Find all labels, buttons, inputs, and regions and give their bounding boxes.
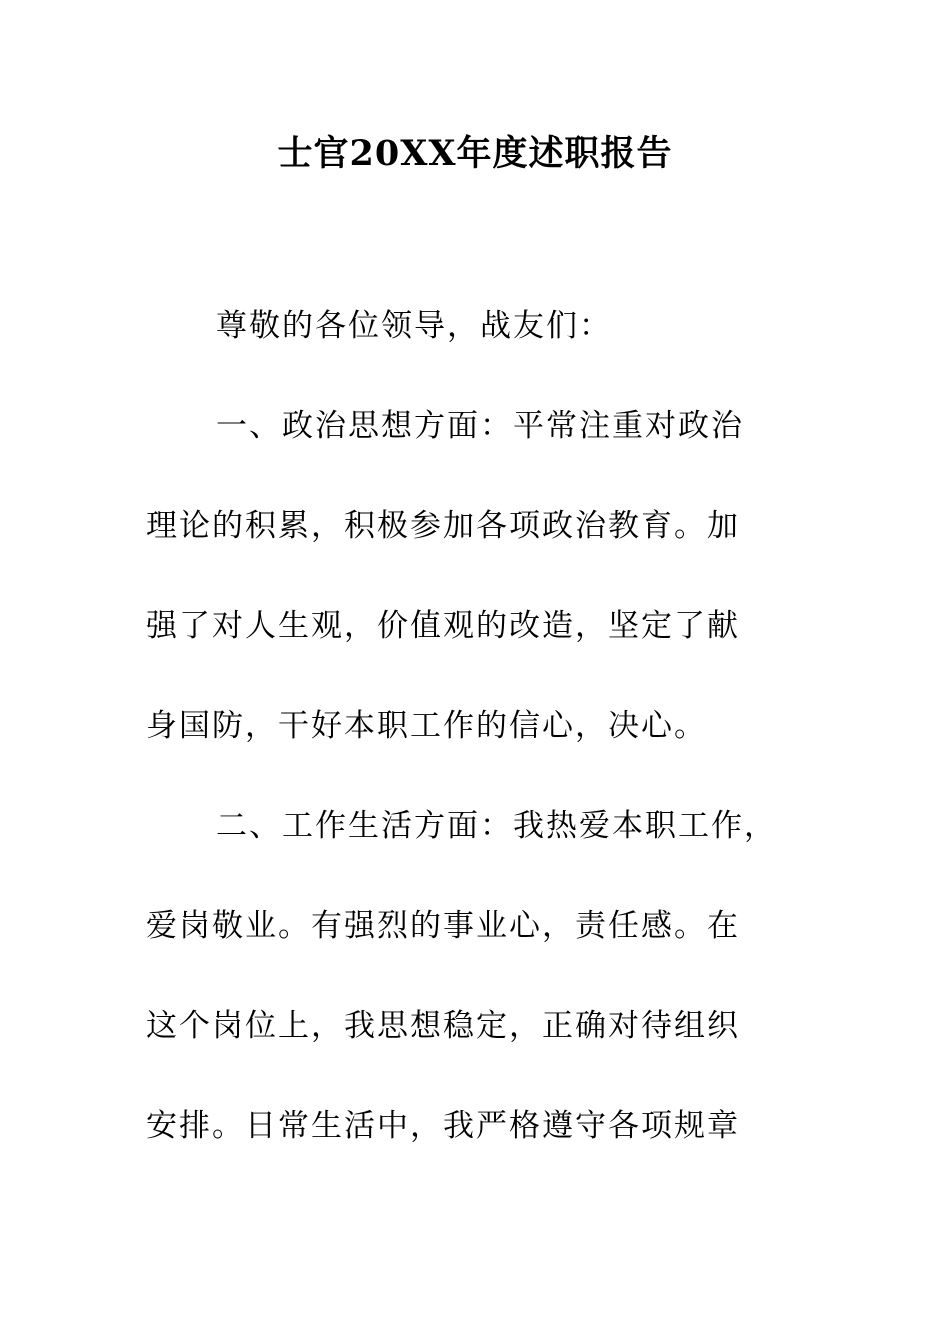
paragraph-1-line-3: 强了对人生观，价值观的改造，坚定了献 (146, 608, 740, 644)
paragraph-2-line-4: 安排。日常生活中，我严格遵守各项规章 (146, 1108, 740, 1144)
salutation-line: 尊敬的各位领导，战友们： (216, 308, 612, 344)
paragraph-1-line-1: 一、政治思想方面：平常注重对政治 (216, 408, 744, 444)
paragraph-1-line-2: 理论的积累，积极参加各项政治教育。加 (146, 508, 740, 544)
paragraph-2-line-1: 二、工作生活方面：我热爱本职工作， (216, 808, 777, 844)
paragraph-2-line-3: 这个岗位上，我思想稳定，正确对待组织 (146, 1008, 740, 1044)
document-title: 士官20XX年度述职报告 (277, 133, 673, 174)
paragraph-2-line-2: 爱岗敬业。有强烈的事业心，责任感。在 (146, 908, 740, 944)
paragraph-1-line-4: 身国防，干好本职工作的信心，决心。 (146, 708, 707, 744)
